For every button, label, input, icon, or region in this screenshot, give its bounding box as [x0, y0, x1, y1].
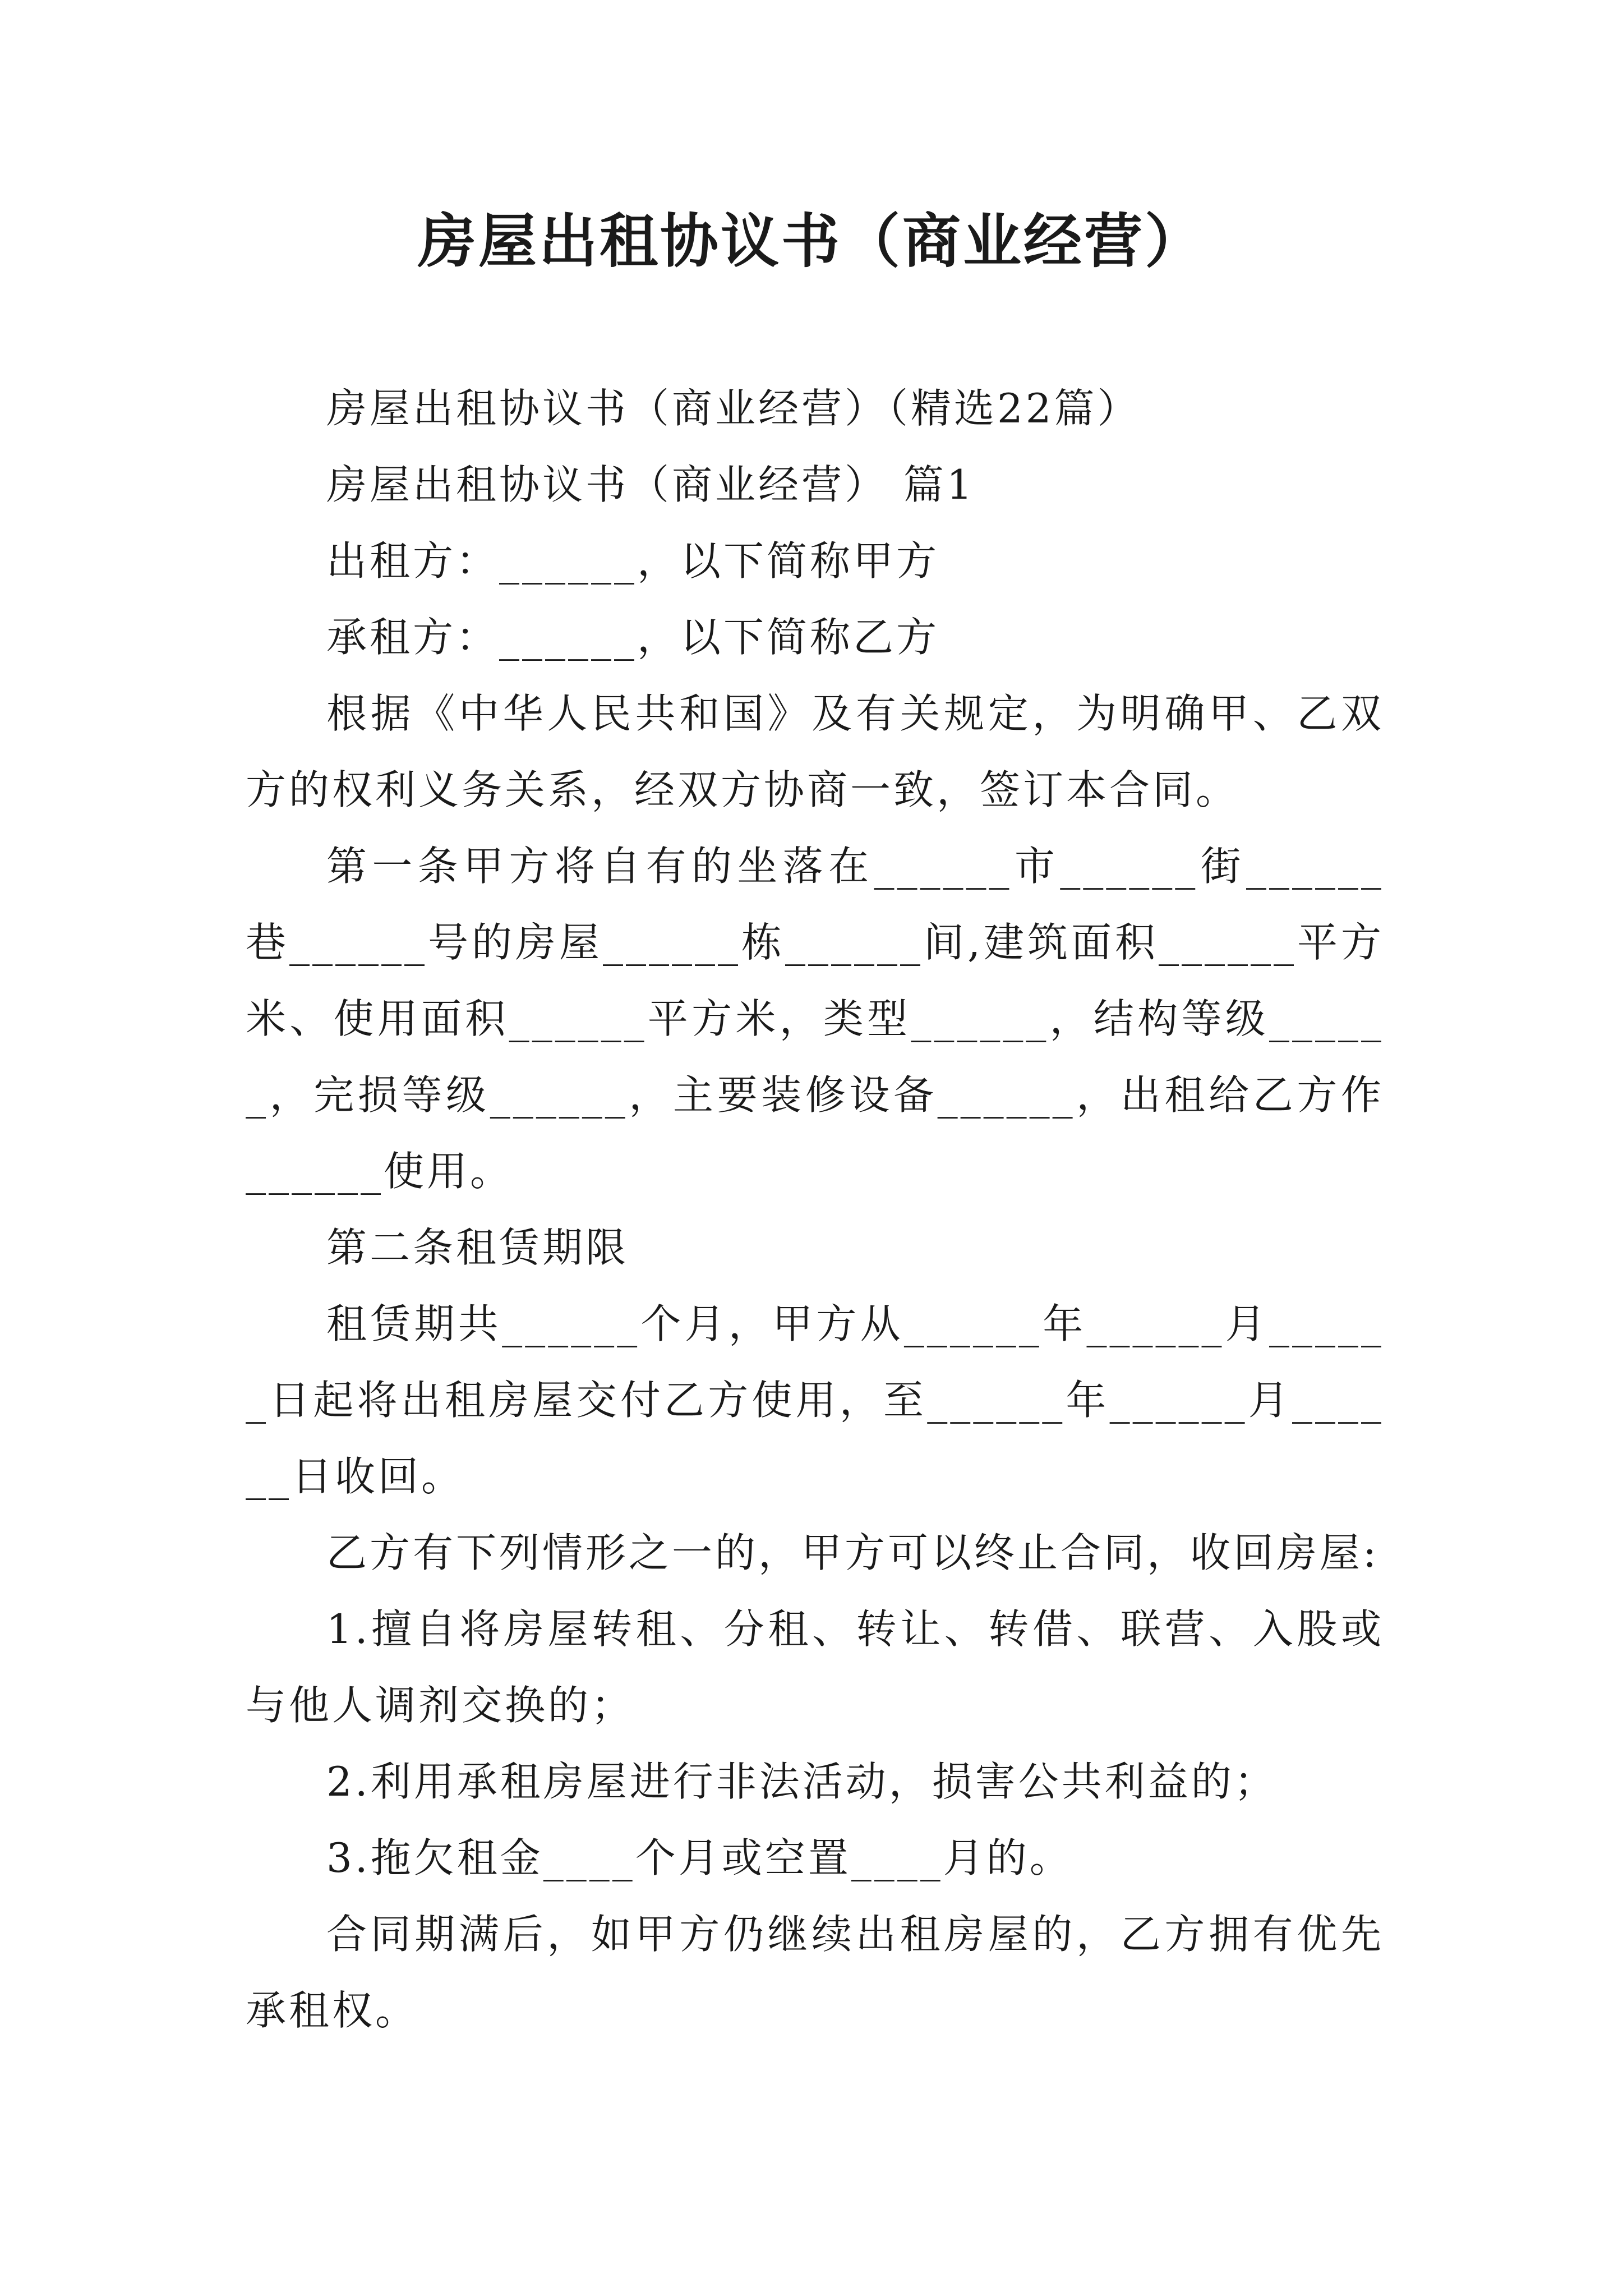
paragraph-lessor: 出租方：______，以下简称甲方 — [326, 537, 940, 585]
paragraph-termination-item-1: 1.擅自将房屋转租、分租、转让、转借、联营、入股或与他人调剂交换的； — [246, 1605, 1384, 1729]
paragraph-lessee: 承租方：______，以下简称乙方 — [326, 614, 940, 661]
paragraph-section-heading: 房屋出租协议书（商业经营） 篇1 — [326, 461, 975, 508]
paragraph-preamble: 根据《中华人民共和国》及有关规定，为明确甲、乙双方的权利义务关系，经双方协商一致，签订本合同。 — [246, 690, 1384, 813]
paragraph-termination-item-3: 3.拖欠租金____个月或空置____月的。 — [326, 1834, 1073, 1881]
paragraph-renewal-priority: 合同期满后，如甲方仍继续出租房屋的，乙方拥有优先承租权。 — [246, 1911, 1384, 2034]
paragraph-lease-term: 租赁期共______个月，甲方从______年______月______日起将出租房屋交付乙方使用，至______年______月______日收回。 — [246, 1300, 1384, 1500]
paragraph-termination-item-2: 2.利用承租房屋进行非法活动，损害公共利益的； — [326, 1758, 1278, 1805]
paragraph-article-2-heading: 第二条租赁期限 — [326, 1224, 629, 1271]
document-title: 房屋出租协议书（商业经营） — [417, 206, 1205, 275]
paragraph-subtitle: 房屋出租协议书（商业经营）（精选22篇） — [326, 385, 1141, 432]
paragraph-article-1: 第一条甲方将自有的坐落在______市______街______巷______号的房屋______栋______间,建筑面积______平方米、使用面积______平方米，类型______，结构等级______，完损等级______，主要装修设备______，出租给乙方作______使用。 — [246, 843, 1384, 1195]
paragraph-termination-intro: 乙方有下列情形之一的，甲方可以终止合同，收回房屋: — [326, 1529, 1380, 1576]
document-body — [246, 370, 1384, 2049]
